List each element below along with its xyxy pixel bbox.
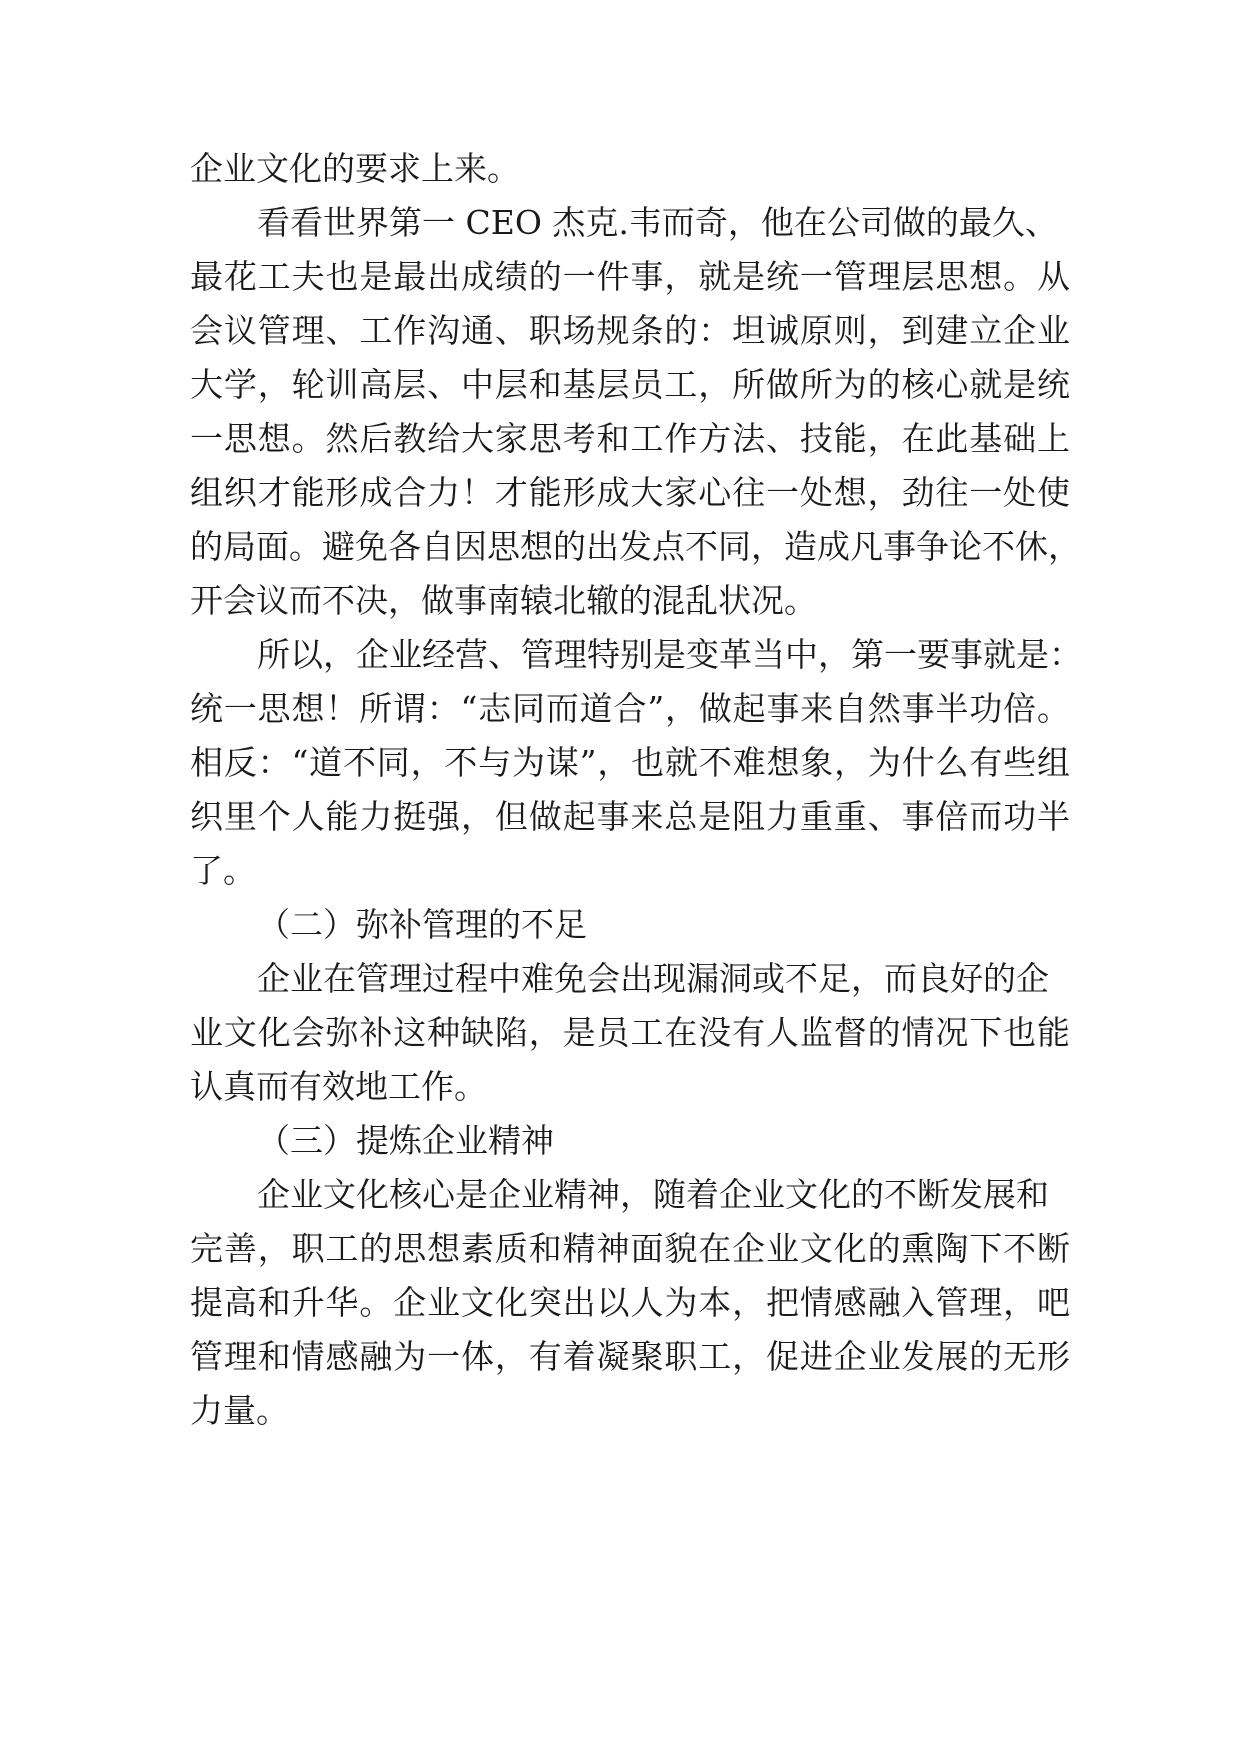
text-line: 提高和升华。企业文化突出以人为本，把情感融入管理，吧 bbox=[190, 1283, 1070, 1322]
text-line: 开会议而不决，做事南辕北辙的混乱状况。 bbox=[190, 581, 817, 620]
paragraph-first-line: 所以，企业经营、管理特别是变革当中，第一要事就是： bbox=[257, 635, 1082, 674]
text-line: 业文化会弥补这种缺陷，是员工在没有人监督的情况下也能 bbox=[190, 1013, 1070, 1052]
text-line: 织里个人能力挺强，但做起事来总是阻力重重、事倍而功半 bbox=[190, 797, 1070, 836]
section-heading: （二）弥补管理的不足 bbox=[257, 905, 587, 944]
text-line: 力量。 bbox=[190, 1391, 289, 1430]
text-line: 企业文化的要求上来。 bbox=[190, 149, 520, 188]
text-line: 的局面。避免各自因思想的出发点不同，造成凡事争论不休， bbox=[190, 527, 1081, 566]
text-line: 最花工夫也是最出成绩的一件事，就是统一管理层思想。从 bbox=[190, 257, 1070, 296]
text-line: 认真而有效地工作。 bbox=[190, 1067, 487, 1106]
text-line: 了。 bbox=[190, 851, 256, 890]
section-heading: （三）提炼企业精神 bbox=[257, 1121, 554, 1160]
text-line: 相反：“道不同，不与为谋”，也就不难想象，为什么有些组 bbox=[190, 743, 1070, 782]
text-line: 会议管理、工作沟通、职场规条的：坦诚原则，到建立企业 bbox=[190, 311, 1070, 350]
paragraph-first-line: 看看世界第一 CEO 杰克.韦而奇，他在公司做的最久、 bbox=[257, 203, 1058, 242]
text-line: 一思想。然后教给大家思考和工作方法、技能，在此基础上 bbox=[190, 419, 1070, 458]
text-line: 完善，职工的思想素质和精神面貌在企业文化的熏陶下不断 bbox=[190, 1229, 1070, 1268]
text-line: 大学，轮训高层、中层和基层员工，所做所为的核心就是统 bbox=[190, 365, 1070, 404]
text-line: 管理和情感融为一体，有着凝聚职工，促进企业发展的无形 bbox=[190, 1337, 1070, 1376]
text-line: 统一思想！所谓：“志同而道合”，做起事来自然事半功倍。 bbox=[190, 689, 1070, 728]
paragraph-first-line: 企业文化核心是企业精神，随着企业文化的不断发展和 bbox=[257, 1175, 1049, 1214]
paragraph-first-line: 企业在管理过程中难免会出现漏洞或不足，而良好的企 bbox=[257, 959, 1049, 998]
text-line: 组织才能形成合力！才能形成大家心往一处想，劲往一处使 bbox=[190, 473, 1070, 512]
